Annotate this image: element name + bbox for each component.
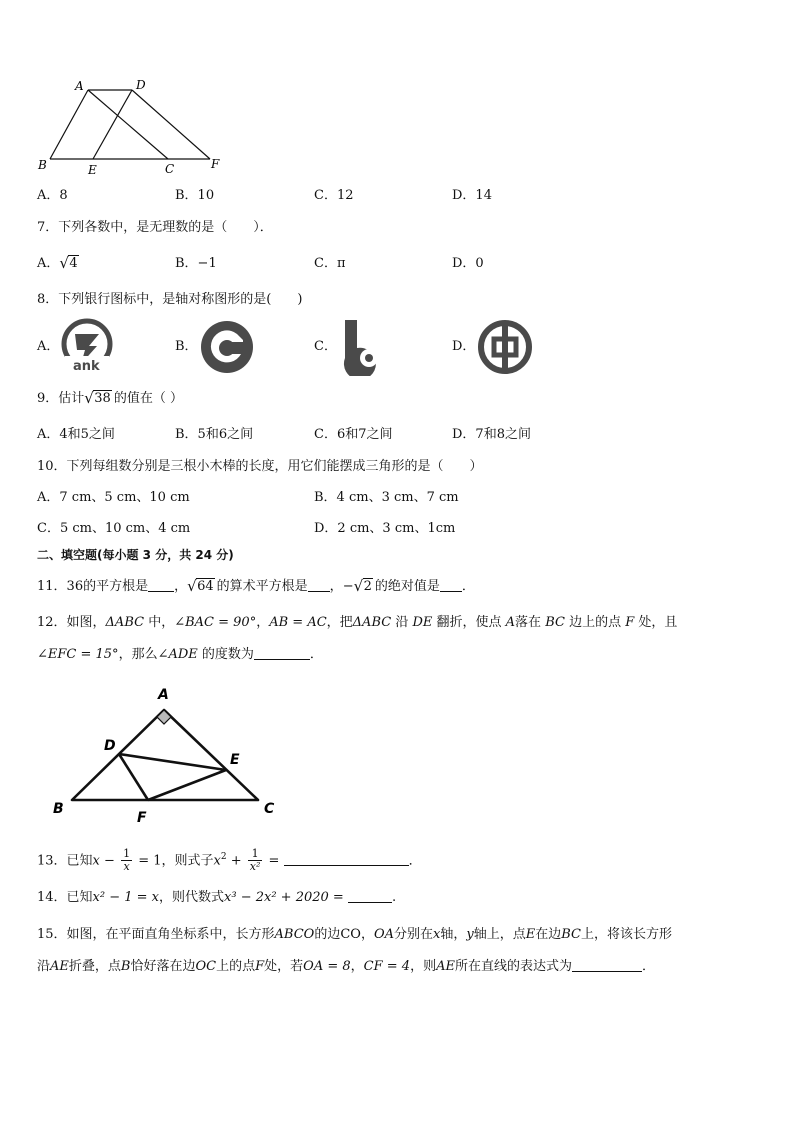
q13-stem: 13．已知x − $\frac{1}{x}$ = 1，则式子$x^2$ + $\frac{1}{\text{x²}}$ = ． bbox=[37, 847, 422, 874]
label-D: D bbox=[104, 738, 116, 754]
q15-line-2: 沿AE折叠，点B恰好落在边OC上的点F处，若OA = 8，CF = 4，则AE所在直线的表达式为 ． bbox=[37, 959, 656, 974]
figure-q12-triangle bbox=[48, 684, 288, 824]
label-C: C bbox=[165, 162, 175, 176]
q15-line-1: 15．如图，在平面直角坐标系中，长方形ABCO的边CO，OA分别在x轴，y轴上，点E在边BC上，将该长方形 bbox=[37, 927, 673, 942]
q7-option-c: C．π bbox=[314, 256, 346, 271]
bank-logo-a-icon bbox=[59, 318, 115, 374]
q7-option-b: B．−1 bbox=[175, 256, 217, 271]
q10-option-a: A．7 cm、5 cm、10 cm bbox=[37, 490, 190, 505]
q8-option-c: C． bbox=[314, 339, 337, 354]
q6-option-a: A．8 bbox=[37, 188, 68, 203]
label-F: F bbox=[137, 810, 147, 824]
label-A: A bbox=[75, 79, 84, 93]
label-E: E bbox=[230, 752, 240, 768]
label-D: D bbox=[136, 78, 146, 92]
label-F: F bbox=[211, 157, 220, 171]
q6-option-d: D．14 bbox=[452, 188, 492, 203]
figure-q6-parallelogram bbox=[35, 78, 225, 178]
q9-option-d: D．7和8之间 bbox=[452, 427, 531, 442]
q9-option-a: A．4和5之间 bbox=[37, 427, 115, 442]
label-B: B bbox=[38, 158, 47, 172]
q8-option-d: D． bbox=[452, 339, 476, 354]
bank-logo-b-icon bbox=[199, 320, 255, 376]
q7-option-d: D．0 bbox=[452, 256, 484, 271]
label-C: C bbox=[264, 801, 275, 817]
q7-option-a: A． √ 4 bbox=[37, 254, 78, 272]
q10-option-b: B．4 cm、3 cm、7 cm bbox=[314, 490, 459, 505]
q12-line-1: 12．如图，ΔABC 中，∠BAC = 90°，AB = AC，把ΔABC 沿 DE 翻折，使点 A落在 BC 边上的点 F 处，且 bbox=[37, 615, 678, 630]
svg-text:ank: ank bbox=[73, 359, 100, 374]
q9-option-b: B．5和6之间 bbox=[175, 427, 254, 442]
q7-stem: 7．下列各数中，是无理数的是（ ）． bbox=[37, 220, 273, 235]
q9-option-c: C．6和7之间 bbox=[314, 427, 393, 442]
q10-option-c: C．5 cm、10 cm、4 cm bbox=[37, 521, 191, 536]
q14-stem: 14．已知x² − 1 = x，则代数式x³ − 2x² + 2020 = . bbox=[37, 890, 397, 905]
q12-line-2: ∠EFC = 15°，那么∠ADE 的度数为 ． bbox=[37, 647, 323, 662]
q8-option-a: A． bbox=[37, 339, 60, 354]
label-B: B bbox=[53, 801, 64, 817]
label-E: E bbox=[88, 163, 97, 177]
q10-option-d: D．2 cm、3 cm、1cm bbox=[314, 521, 456, 536]
q6-option-b: B．10 bbox=[175, 188, 215, 203]
section-2-title: 二、填空题(每小题 3 分，共 24 分) bbox=[37, 548, 234, 562]
q9-stem: 9．估计 √ 38 的值在（ ） bbox=[37, 389, 183, 407]
label-A: A bbox=[158, 687, 169, 703]
q6-option-c: C．12 bbox=[314, 188, 354, 203]
q8-stem: 8．下列银行图标中，是轴对称图形的是( ) bbox=[37, 292, 303, 307]
bank-logo-c-icon bbox=[339, 318, 395, 376]
q8-option-b: B． bbox=[175, 339, 198, 354]
q10-stem: 10．下列每组数分别是三根小木棒的长度，用它们能摆成三角形的是（ ） bbox=[37, 459, 483, 474]
bank-logo-d-icon bbox=[477, 320, 533, 376]
q11-stem: 11．36的平方根是 ， √ 64 的算术平方根是 ，− √ 2 的绝对值是 ． bbox=[37, 577, 475, 595]
